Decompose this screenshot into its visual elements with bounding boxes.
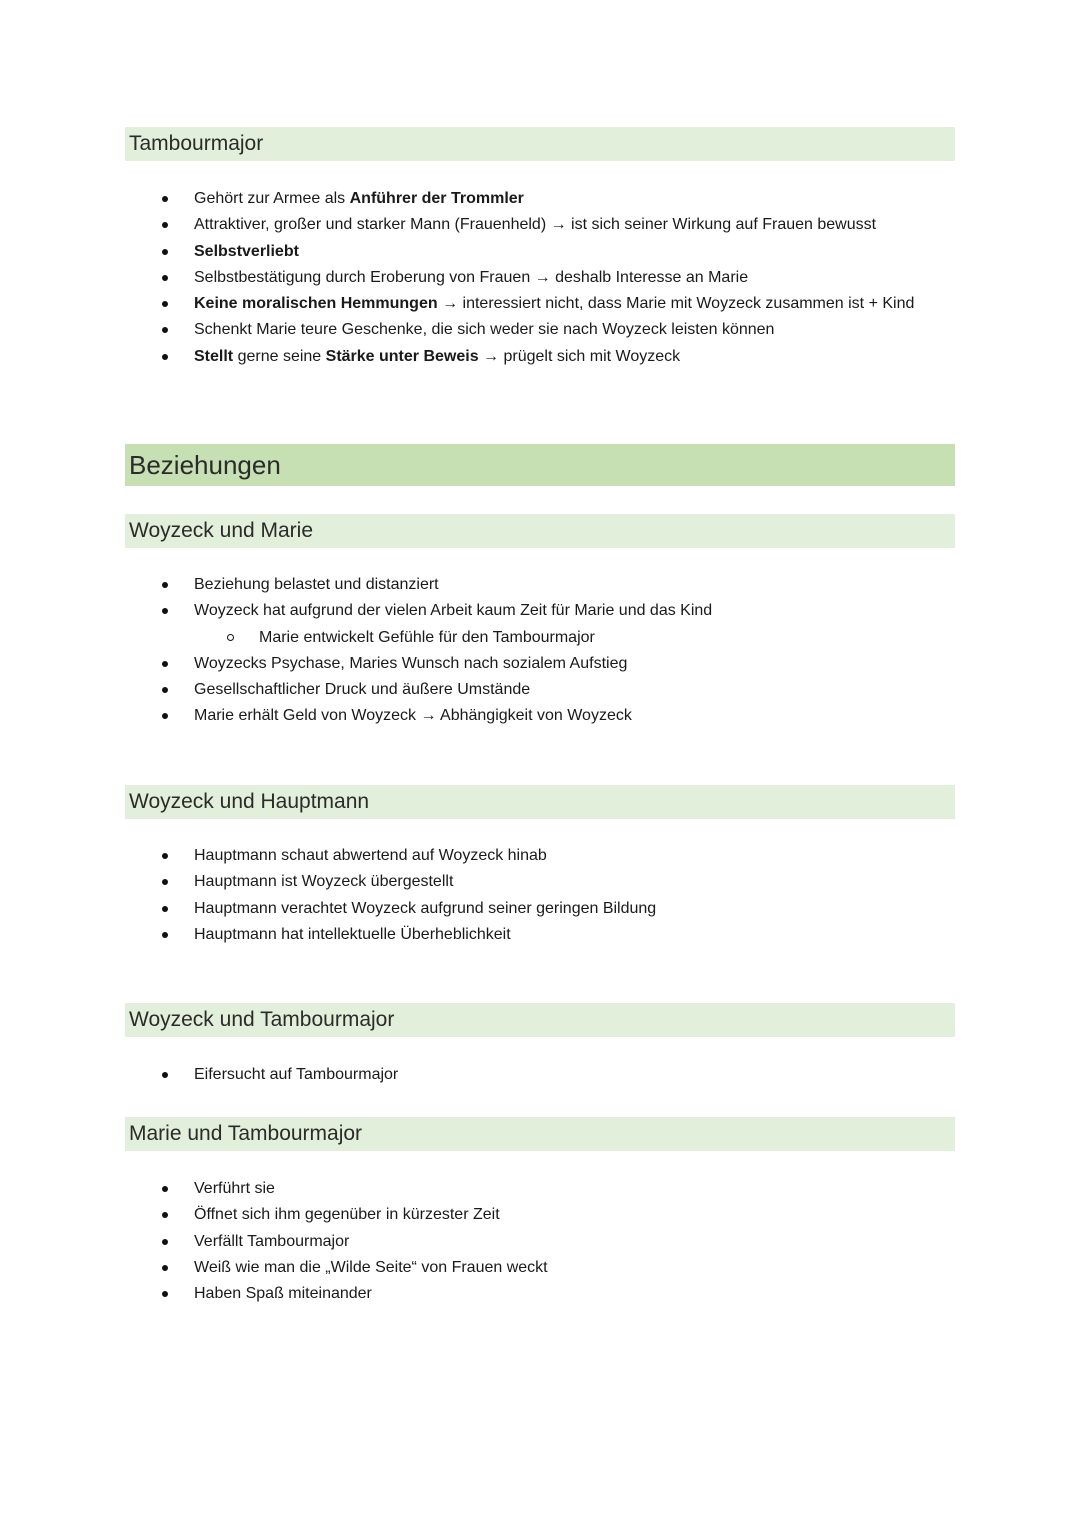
section-heading-woyzeck-und-tambourmajor: Woyzeck und Tambourmajor: [125, 1003, 955, 1037]
list-item: [0, 1255, 1000, 1281]
item-text: Marie erhält Geld von Woyzeck → Abhängigkeit von Woyzeck: [194, 707, 632, 725]
list-item: [0, 651, 1000, 677]
list-item: [0, 1229, 1000, 1255]
item-text: Hauptmann hat intellektuelle Überheblichkeit: [194, 925, 511, 943]
list-item: [0, 922, 1000, 948]
list-item: [0, 896, 1000, 922]
list-item: [0, 239, 1000, 265]
list-item: [0, 869, 1000, 895]
bold-text: Anführer der Trommler: [349, 190, 524, 207]
list-item: [0, 212, 1000, 238]
sub-list-item: [0, 625, 1000, 651]
item-text: Gehört zur Armee als: [194, 190, 350, 207]
bold-text: Keine moralischen Hemmungen: [194, 295, 438, 313]
item-text: Selbstbestätigung durch Eroberung von Frauen → deshalb Interesse an Marie: [194, 268, 749, 286]
list-item: [0, 703, 1000, 729]
list-item: [0, 186, 1000, 212]
bold-text: Stellt: [194, 347, 234, 365]
bullet-list-woyzeck-und-tambourmajor: [0, 1062, 1000, 1088]
list-item: [0, 677, 1000, 703]
item-text: Schenkt Marie teure Geschenke, die sich weder sie nach Woyzeck leisten können: [194, 321, 775, 339]
item-text: Woyzeck hat aufgrund der vielen Arbeit kaum Zeit für Marie und das Kind: [194, 602, 713, 620]
item-text: Gesellschaftlicher Druck und äußere Umstände: [194, 681, 531, 699]
item-text: gerne seine: [233, 347, 326, 365]
section-heading-woyzeck-und-marie: Woyzeck und Marie: [125, 514, 955, 548]
item-text: → interessiert nicht, dass Marie mit Woyzeck zusammen ist + Kind: [437, 295, 915, 313]
section-heading-tambourmajor: Tambourmajor: [125, 127, 955, 161]
item-text: Verfällt Tambourmajor: [194, 1232, 350, 1250]
bold-text: Stärke unter Beweis: [325, 347, 479, 365]
section-heading-beziehungen: Beziehungen: [125, 444, 955, 486]
item-text: Weiß wie man die „Wilde Seite“ von Frauen weckt: [194, 1258, 548, 1276]
item-text: Hauptmann ist Woyzeck übergestellt: [194, 873, 454, 891]
list-item: [0, 1062, 1000, 1088]
item-text: Eifersucht auf Tambourmajor: [194, 1066, 399, 1083]
section-heading-marie-und-tambourmajor: Marie und Tambourmajor: [125, 1117, 955, 1151]
list-item: [0, 1176, 1000, 1202]
list-item: [0, 572, 1000, 598]
list-item: [0, 265, 1000, 291]
item-text: Attraktiver, großer und starker Mann (Frauenheld) → ist sich seiner Wirkung auf Frauen bewusst: [194, 216, 877, 234]
item-text: Hauptmann verachtet Woyzeck aufgrund seiner geringen Bildung: [194, 899, 657, 917]
list-item: [0, 598, 1000, 624]
bullet-list-tambourmajor: [0, 186, 1000, 370]
bullet-list-woyzeck-und-hauptmann: [0, 843, 1000, 948]
bold-text: Selbstverliebt: [194, 242, 299, 260]
bullet-list-woyzeck-und-marie: [0, 572, 1000, 730]
list-item: [0, 843, 1000, 869]
item-text: Haben Spaß miteinander: [194, 1285, 372, 1303]
list-item: [0, 1202, 1000, 1228]
item-text: Öffnet sich ihm gegenüber in kürzester Zeit: [194, 1206, 500, 1224]
section-heading-woyzeck-und-hauptmann: Woyzeck und Hauptmann: [125, 785, 955, 819]
item-text: Verführt sie: [194, 1180, 275, 1197]
item-text: Beziehung belastet und distanziert: [194, 576, 439, 593]
bullet-list-marie-und-tambourmajor: [0, 1176, 1000, 1307]
item-text: Hauptmann schaut abwertend auf Woyzeck hinab: [194, 847, 547, 864]
list-item: [0, 344, 1000, 370]
item-text: Marie entwickelt Gefühle für den Tambourmajor: [259, 628, 595, 646]
item-text: → prügelt sich mit Woyzeck: [478, 347, 681, 365]
list-item: [0, 317, 1000, 343]
list-item: [0, 291, 1000, 317]
list-item: [0, 1281, 1000, 1307]
item-text: Woyzecks Psychase, Maries Wunsch nach sozialem Aufstieg: [194, 654, 628, 672]
